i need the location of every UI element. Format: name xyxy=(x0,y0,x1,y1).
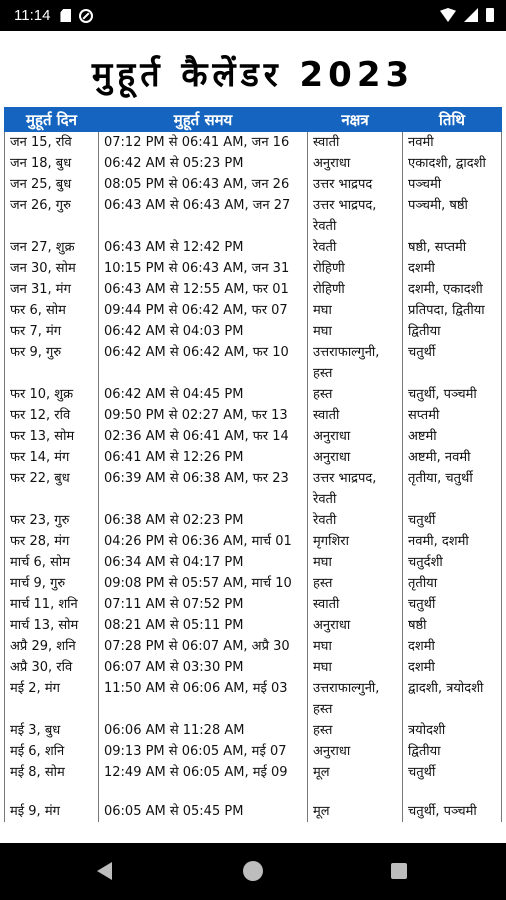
sd-card-icon xyxy=(60,9,71,22)
cell-nakshatra: उत्तराफाल्गुनी, हस्त xyxy=(308,342,403,384)
table-row xyxy=(5,510,502,531)
muhurat-table xyxy=(4,107,502,822)
cell-day: मार्च 6, सोम xyxy=(5,552,99,573)
cell-time: 10:15 PM से 06:43 AM, जन 31 xyxy=(99,258,308,279)
table-row xyxy=(5,594,502,615)
cell-nakshatra: रोहिणी xyxy=(308,258,403,279)
cell-time: 02:36 AM से 06:41 AM, फर 14 xyxy=(99,426,308,447)
cell-time: 06:06 AM से 11:28 AM xyxy=(99,720,308,741)
cell-nakshatra: रोहिणी xyxy=(308,279,403,300)
status-bar xyxy=(0,0,506,31)
table-row xyxy=(5,258,502,279)
table-row xyxy=(5,426,502,447)
cell-tithi: पञ्चमी, षष्ठी xyxy=(403,195,502,237)
table-row xyxy=(5,468,502,510)
cell-tithi: द्वितीया xyxy=(403,321,502,342)
cell-nakshatra: मृगशिरा xyxy=(308,531,403,552)
header-muhurat-time: मुहूर्त समय xyxy=(99,108,308,132)
cell-nakshatra: मूल xyxy=(308,801,403,822)
cell-time: 06:41 AM से 12:26 PM xyxy=(99,447,308,468)
header-nakshatra: नक्षत्र xyxy=(308,108,403,132)
header-muhurat-day: मुहूर्त दिन xyxy=(5,108,99,132)
table-row xyxy=(5,132,502,154)
cell-time: 09:08 PM से 05:57 AM, मार्च 10 xyxy=(99,573,308,594)
table-row xyxy=(5,321,502,342)
cell-nakshatra: अनुराधा xyxy=(308,153,403,174)
cell-time: 06:43 AM से 12:42 PM xyxy=(99,237,308,258)
gap-cell xyxy=(308,783,403,801)
cell-nakshatra: स्वाती xyxy=(308,594,403,615)
cell-time: 06:38 AM से 02:23 PM xyxy=(99,510,308,531)
cell-tithi: सप्तमी xyxy=(403,405,502,426)
battery-icon xyxy=(486,8,494,22)
table-row xyxy=(5,195,502,237)
cell-signal-icon xyxy=(464,8,478,22)
cell-day: फर 13, सोम xyxy=(5,426,99,447)
table-row xyxy=(5,531,502,552)
cell-time: 07:11 AM से 07:52 PM xyxy=(99,594,308,615)
cell-time: 06:42 AM से 04:45 PM xyxy=(99,384,308,405)
cell-time: 07:12 PM से 06:41 AM, जन 16 xyxy=(99,132,308,154)
cell-nakshatra: मघा xyxy=(308,657,403,678)
cell-day: मार्च 9, गुरु xyxy=(5,573,99,594)
cell-day: मई 3, बुध xyxy=(5,720,99,741)
cell-tithi: चतुर्थी, पञ्चमी xyxy=(403,801,502,822)
table-row xyxy=(5,657,502,678)
table-row xyxy=(5,279,502,300)
header-tithi: तिथि xyxy=(403,108,502,132)
table-row xyxy=(5,636,502,657)
cell-tithi: दशमी xyxy=(403,657,502,678)
cell-tithi: चतुर्थी xyxy=(403,594,502,615)
table-row xyxy=(5,741,502,762)
cell-time: 09:50 PM से 02:27 AM, फर 13 xyxy=(99,405,308,426)
cell-tithi: नवमी xyxy=(403,132,502,154)
cell-day: फर 7, मंग xyxy=(5,321,99,342)
cell-nakshatra: मघा xyxy=(308,321,403,342)
cell-time: 06:39 AM से 06:38 AM, फर 23 xyxy=(99,468,308,510)
cell-tithi: द्वादशी, त्रयोदशी xyxy=(403,678,502,720)
cell-nakshatra: रेवती xyxy=(308,237,403,258)
cell-time: 09:44 PM से 06:42 AM, फर 07 xyxy=(99,300,308,321)
table-gap-row xyxy=(5,783,502,801)
cell-tithi: चतुर्थी xyxy=(403,762,502,783)
cell-time: 06:42 AM से 06:42 AM, फर 10 xyxy=(99,342,308,384)
table-row xyxy=(5,678,502,720)
cell-day: जन 26, गुरु xyxy=(5,195,99,237)
cell-nakshatra: स्वाती xyxy=(308,405,403,426)
cell-nakshatra: हस्त xyxy=(308,573,403,594)
navigation-bar xyxy=(0,843,506,900)
cell-day: फर 6, सोम xyxy=(5,300,99,321)
table-header-row xyxy=(5,108,502,132)
status-time: 11:14 xyxy=(14,7,51,24)
cell-day: जन 15, रवि xyxy=(5,132,99,154)
table-row xyxy=(5,300,502,321)
table-row xyxy=(5,342,502,384)
cell-nakshatra: हस्त xyxy=(308,384,403,405)
cell-tithi: तृतीया, चतुर्थी xyxy=(403,468,502,510)
cell-time: 12:49 AM से 06:05 AM, मई 09 xyxy=(99,762,308,783)
cell-tithi: प्रतिपदा, द्वितीया xyxy=(403,300,502,321)
cell-tithi: अष्टमी, नवमी xyxy=(403,447,502,468)
cell-day: मई 2, मंग xyxy=(5,678,99,720)
cell-time: 07:28 PM से 06:07 AM, अप्रै 30 xyxy=(99,636,308,657)
cell-nakshatra: रेवती xyxy=(308,510,403,531)
gap-cell xyxy=(403,783,502,801)
cell-nakshatra: उत्तर भाद्रपद, रेवती xyxy=(308,195,403,237)
cell-tithi: षष्ठी xyxy=(403,615,502,636)
cell-tithi: पञ्चमी xyxy=(403,174,502,195)
cell-day: अप्रै 30, रवि xyxy=(5,657,99,678)
cell-day: मार्च 11, शनि xyxy=(5,594,99,615)
cell-tithi: अष्टमी xyxy=(403,426,502,447)
cell-time: 08:21 AM से 05:11 PM xyxy=(99,615,308,636)
table-row xyxy=(5,573,502,594)
cell-nakshatra: अनुराधा xyxy=(308,447,403,468)
cell-day: जन 27, शुक्र xyxy=(5,237,99,258)
cell-nakshatra: स्वाती xyxy=(308,132,403,154)
cell-nakshatra: मघा xyxy=(308,300,403,321)
cell-nakshatra: अनुराधा xyxy=(308,615,403,636)
cell-day: फर 10, शुक्र xyxy=(5,384,99,405)
table-row xyxy=(5,801,502,822)
cell-tithi: चतुर्थी, पञ्चमी xyxy=(403,384,502,405)
cell-nakshatra: उत्तराफाल्गुनी, हस्त xyxy=(308,678,403,720)
cell-day: फर 14, मंग xyxy=(5,447,99,468)
table-row xyxy=(5,762,502,783)
cell-day: जन 18, बुध xyxy=(5,153,99,174)
cell-tithi: चतुर्थी xyxy=(403,510,502,531)
cell-time: 09:13 PM से 06:05 AM, मई 07 xyxy=(99,741,308,762)
table-row xyxy=(5,552,502,573)
cell-day: फर 9, गुरु xyxy=(5,342,99,384)
cell-time: 06:05 AM से 05:45 PM xyxy=(99,801,308,822)
cell-tithi: दशमी, एकादशी xyxy=(403,279,502,300)
table-body xyxy=(5,132,502,823)
back-icon[interactable] xyxy=(97,862,112,880)
table-row xyxy=(5,174,502,195)
recents-icon[interactable] xyxy=(391,863,407,879)
cell-time: 06:07 AM से 03:30 PM xyxy=(99,657,308,678)
cell-time: 08:05 PM से 06:43 AM, जन 26 xyxy=(99,174,308,195)
cell-nakshatra: उत्तर भाद्रपद xyxy=(308,174,403,195)
table-row xyxy=(5,405,502,426)
cell-tithi: नवमी, दशमी xyxy=(403,531,502,552)
table-row xyxy=(5,384,502,405)
cell-day: जन 30, सोम xyxy=(5,258,99,279)
cell-time: 06:43 AM से 12:55 AM, फर 01 xyxy=(99,279,308,300)
cell-time: 04:26 PM से 06:36 AM, मार्च 01 xyxy=(99,531,308,552)
do-not-disturb-icon xyxy=(79,9,93,23)
cell-tithi: चतुर्दशी xyxy=(403,552,502,573)
cell-nakshatra: मूल xyxy=(308,762,403,783)
cell-day: मई 6, शनि xyxy=(5,741,99,762)
cell-nakshatra: उत्तर भाद्रपद, रेवती xyxy=(308,468,403,510)
cell-time: 06:42 AM से 05:23 PM xyxy=(99,153,308,174)
cell-time: 06:43 AM से 06:43 AM, जन 27 xyxy=(99,195,308,237)
cell-day: फर 22, बुध xyxy=(5,468,99,510)
cell-nakshatra: हस्त xyxy=(308,720,403,741)
cell-tithi: षष्ठी, सप्तमी xyxy=(403,237,502,258)
table-row xyxy=(5,720,502,741)
cell-tithi: त्रयोदशी xyxy=(403,720,502,741)
gap-cell xyxy=(99,783,308,801)
cell-nakshatra: अनुराधा xyxy=(308,426,403,447)
table-row xyxy=(5,447,502,468)
cell-time: 11:50 AM से 06:06 AM, मई 03 xyxy=(99,678,308,720)
cell-day: फर 28, मंग xyxy=(5,531,99,552)
cell-day: फर 12, रवि xyxy=(5,405,99,426)
cell-day: जन 31, मंग xyxy=(5,279,99,300)
cell-day: फर 23, गुरु xyxy=(5,510,99,531)
table-row xyxy=(5,615,502,636)
table-row xyxy=(5,153,502,174)
cell-time: 06:34 AM से 04:17 PM xyxy=(99,552,308,573)
gap-cell xyxy=(5,783,99,801)
cell-day: जन 25, बुध xyxy=(5,174,99,195)
cell-nakshatra: मघा xyxy=(308,636,403,657)
cell-tithi: एकादशी, द्वादशी xyxy=(403,153,502,174)
home-icon[interactable] xyxy=(243,861,263,881)
cell-tithi: दशमी xyxy=(403,258,502,279)
cell-tithi: चतुर्थी xyxy=(403,342,502,384)
cell-nakshatra: मघा xyxy=(308,552,403,573)
cell-day: मई 9, मंग xyxy=(5,801,99,822)
cell-tithi: द्वितीया xyxy=(403,741,502,762)
wifi-icon xyxy=(440,8,456,22)
cell-day: मार्च 13, सोम xyxy=(5,615,99,636)
cell-tithi: तृतीया xyxy=(403,573,502,594)
cell-tithi: दशमी xyxy=(403,636,502,657)
page-title: मुहूर्त कैलेंडर 2023 xyxy=(91,55,415,95)
cell-time: 06:42 AM से 04:03 PM xyxy=(99,321,308,342)
cell-day: अप्रै 29, शनि xyxy=(5,636,99,657)
cell-nakshatra: अनुराधा xyxy=(308,741,403,762)
table-row xyxy=(5,237,502,258)
cell-day: मई 8, सोम xyxy=(5,762,99,783)
